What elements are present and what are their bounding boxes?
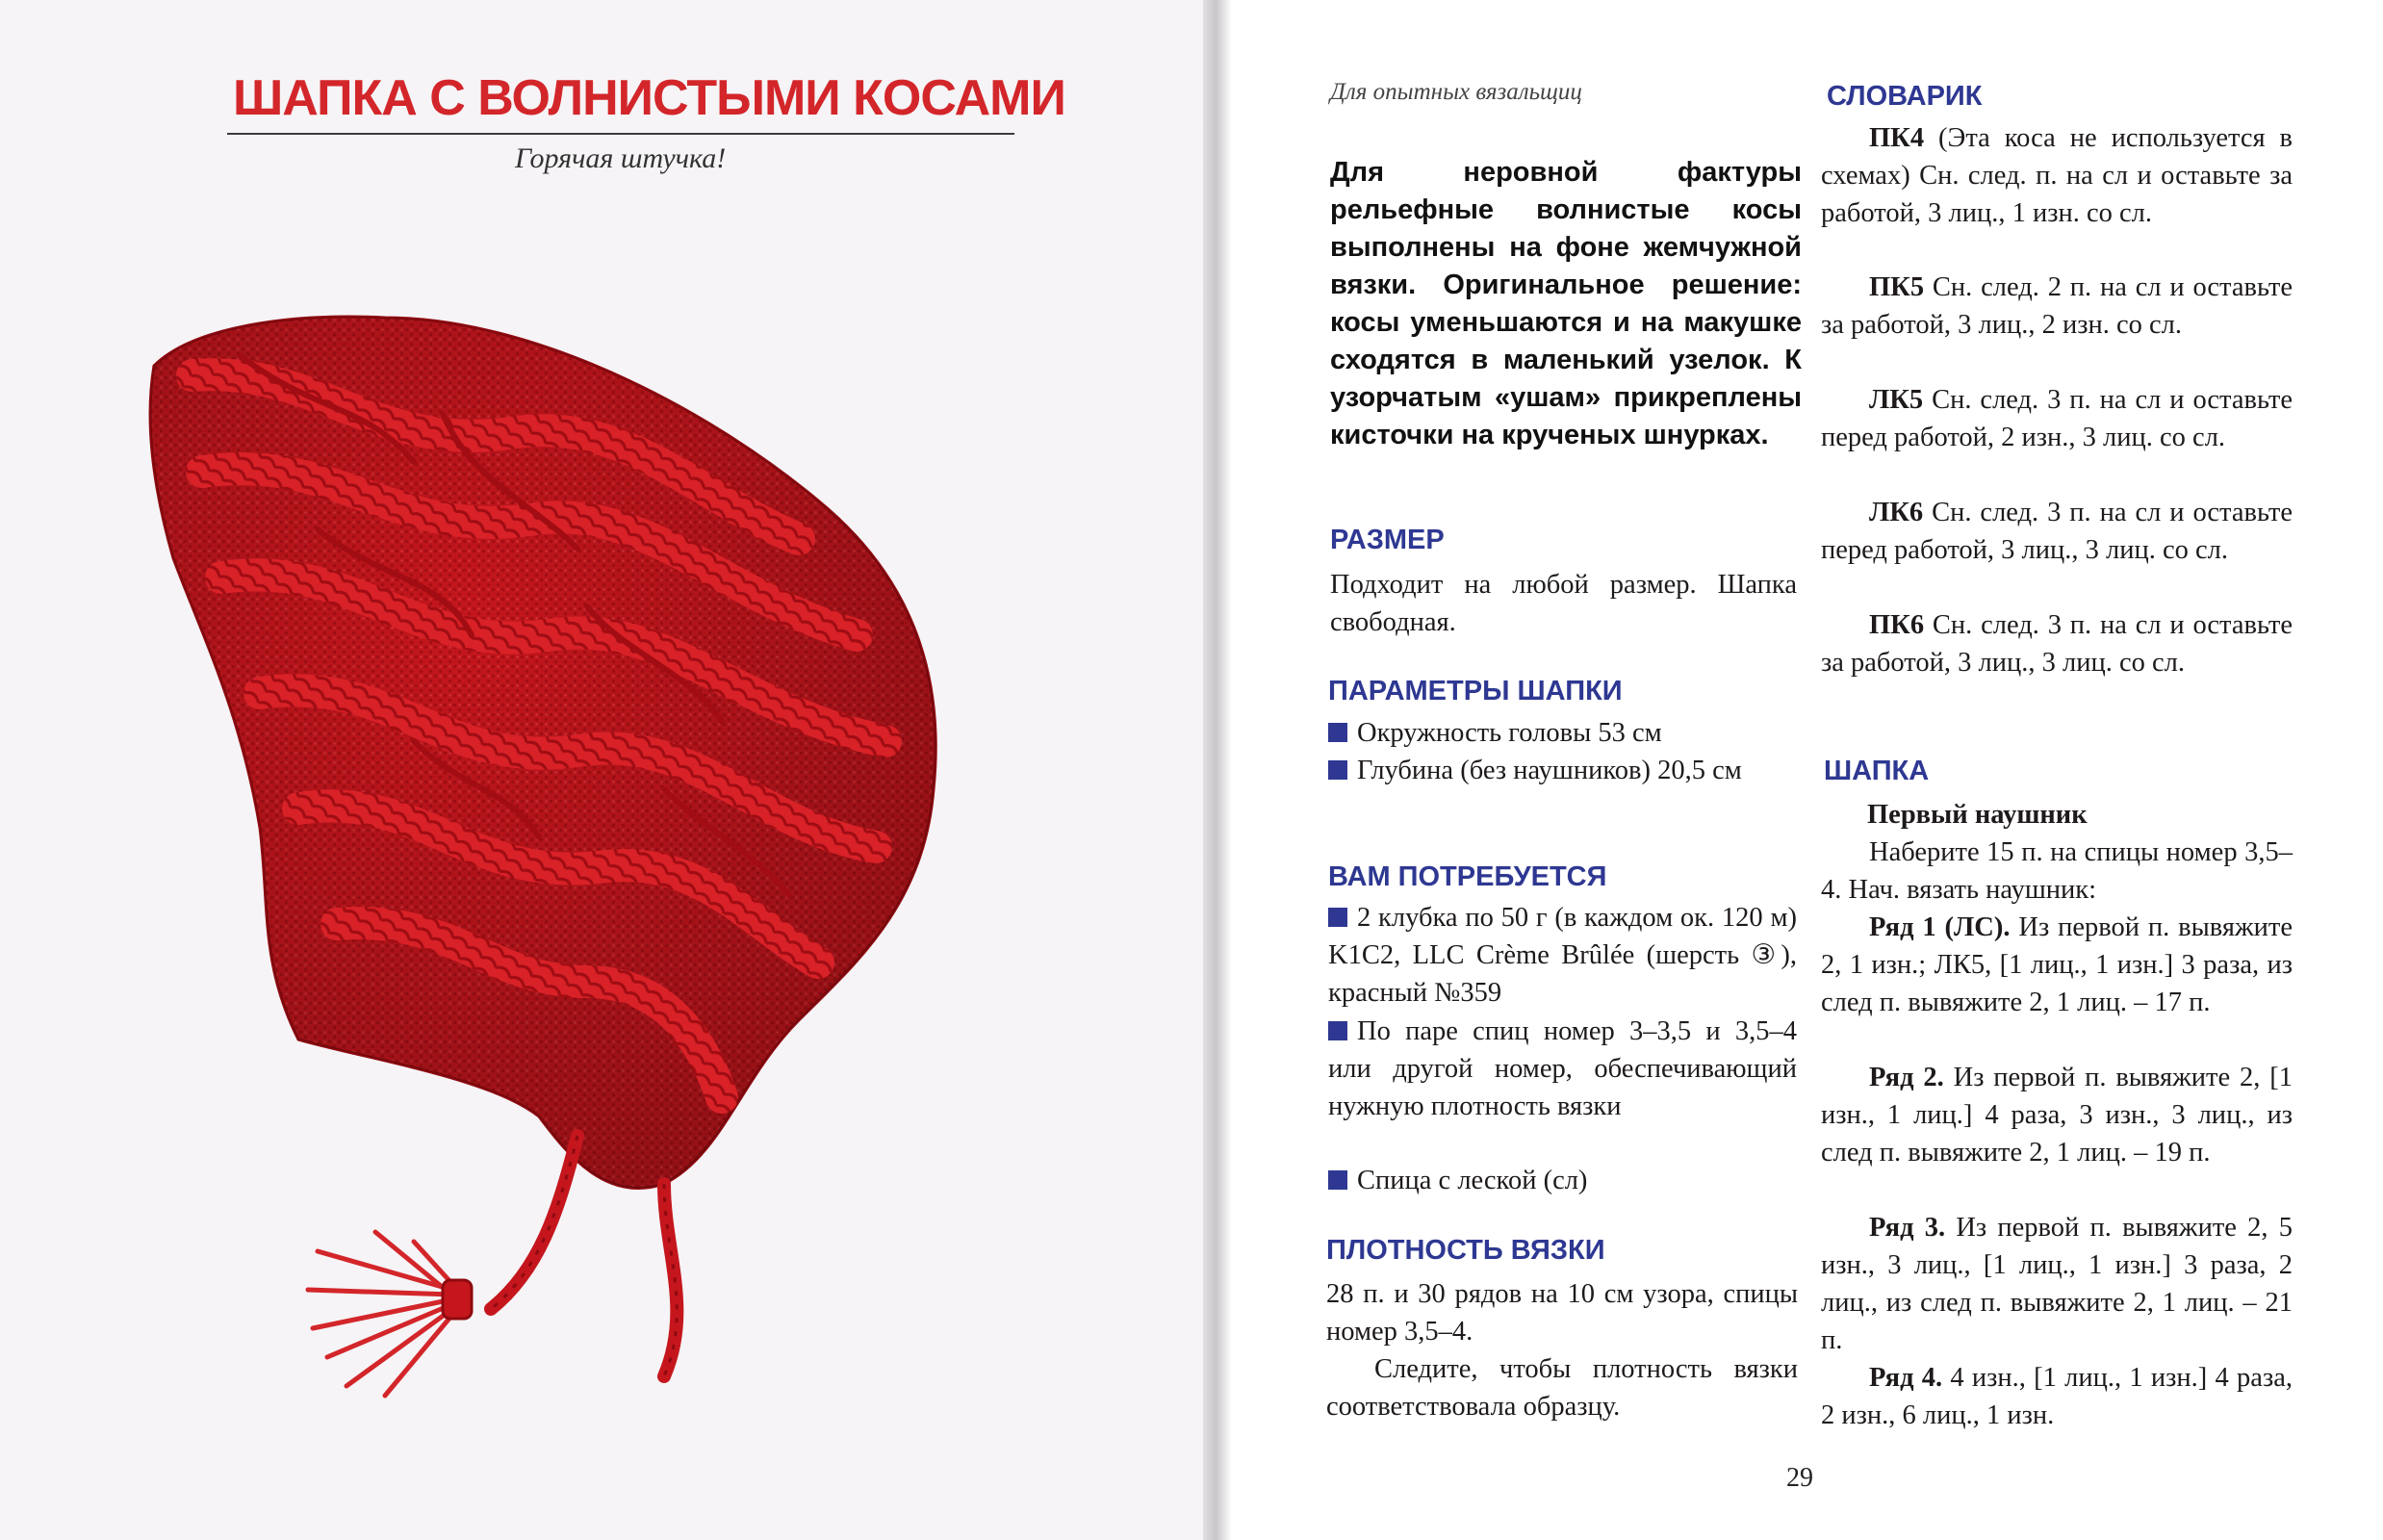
gauge-text: 28 п. и 30 рядов на 10 см узора, спицы номер 3,5–4. <box>1326 1279 1798 1347</box>
blue-square-bullet-icon <box>1328 1021 1347 1040</box>
materials-heading: ВАМ ПОТРЕБУЕТСЯ <box>1328 861 1607 892</box>
materials-item: 2 клубка по 50 г (в каждом ок. 120 м) K1C2, LLC Crème Brûlée (шерсть ③), красный №359 <box>1328 903 1797 1008</box>
glossary-entry: ПК4 (Эта коса не используется в схемах) Сн. след. п. на сл и оставьте за работой, 3 лиц., 1 изн. со сл. <box>1821 123 2293 228</box>
earflap-subheading: Первый наушник <box>1867 800 2088 830</box>
row-instruction: Ряд 1 (ЛС). Из первой п. вывяжите 2, 1 изн.; ЛК5, [1 лиц., 1 изн.] 3 раза, из след п. вывяжите 2, 1 лиц. – 17 п. <box>1821 912 2293 1017</box>
params-item: Окружность головы 53 см <box>1328 714 1797 752</box>
knitted-hat-photo <box>125 289 1078 1424</box>
article-title: ШАПКА С ВОЛНИСТЫМИ КОСАМИ <box>233 70 1065 126</box>
glossary-entry: ЛК6 Сн. след. 3 п. на сл и оставьте перед работой, 3 лиц., 3 лиц. со сл. <box>1821 498 2293 565</box>
blue-square-bullet-icon <box>1328 1170 1347 1190</box>
gauge-note: Следите, чтобы плотность вязки соответствовала образцу. <box>1326 1354 1798 1422</box>
intro-paragraph: Для неровной фактуры рельефные волнистые косы выполнены на фоне жемчужной вязки. Оригинальное решение: косы уменьшаются и на макушке сходятся в маленький узелок. К узорчатым «ушам» прикреплены кисточки на крученых шнурках. <box>1330 157 1802 450</box>
glossary-heading: СЛОВАРИК <box>1827 81 1983 112</box>
row-instruction: Ряд 3. Из первой п. вывяжите 2, 5 изн., 3 лиц., [1 лиц., 1 изн.] 3 раза, 2 лиц., из след п. вывяжите 2, 1 лиц. – 21 п. <box>1821 1213 2293 1355</box>
glossary-entry: ПК6 Сн. след. 3 п. на сл и оставьте за работой, 3 лиц., 3 лиц. со сл. <box>1821 610 2293 678</box>
glossary-entry: ПК5 Сн. след. 2 п. на сл и оставьте за работой, 3 лиц., 2 изн. со сл. <box>1821 272 2293 340</box>
difficulty-label: Для опытных вязальщиц <box>1330 79 1582 105</box>
hat-intro: Наберите 15 п. на спицы номер 3,5–4. Нач. вязать наушник: <box>1821 837 2293 905</box>
blue-square-bullet-icon <box>1328 908 1347 927</box>
row-instruction: Ряд 2. Из первой п. вывяжите 2, [1 изн., 1 лиц.] 4 раза, 3 изн., 3 лиц., из след п. вывяжите 2, 1 лиц. – 19 п. <box>1821 1063 2293 1168</box>
params-item: Глубина (без наушников) 20,5 см <box>1328 752 1797 789</box>
title-divider <box>227 133 1014 135</box>
article-subtitle: Горячая штучка! <box>515 142 727 174</box>
materials-item: По паре спиц номер 3–3,5 и 3,5–4 или другой номер, обеспечивающий нужную плотность вязки <box>1328 1016 1797 1121</box>
materials-item: Спица с леской (сл) <box>1328 1162 1797 1199</box>
glossary-entry: ЛК5 Сн. след. 3 п. на сл и оставьте перед работой, 2 изн., 3 лиц. со сл. <box>1821 385 2293 452</box>
size-text: Подходит на любой размер. Шапка свободная. <box>1330 570 1797 637</box>
row-instruction: Ряд 4. 4 изн., [1 лиц., 1 изн.] 4 раза, 2 изн., 6 лиц., 1 изн. <box>1821 1363 2293 1430</box>
params-heading: ПАРАМЕТРЫ ШАПКИ <box>1328 676 1623 706</box>
tassel <box>308 1232 472 1396</box>
gauge-heading: ПЛОТНОСТЬ ВЯЗКИ <box>1326 1235 1605 1266</box>
blue-square-bullet-icon <box>1328 723 1347 742</box>
book-gutter <box>1203 0 1232 1540</box>
blue-square-bullet-icon <box>1328 760 1347 780</box>
page-number: 29 <box>1786 1463 1813 1493</box>
size-heading: РАЗМЕР <box>1330 525 1445 555</box>
hat-heading: ШАПКА <box>1824 756 1930 786</box>
